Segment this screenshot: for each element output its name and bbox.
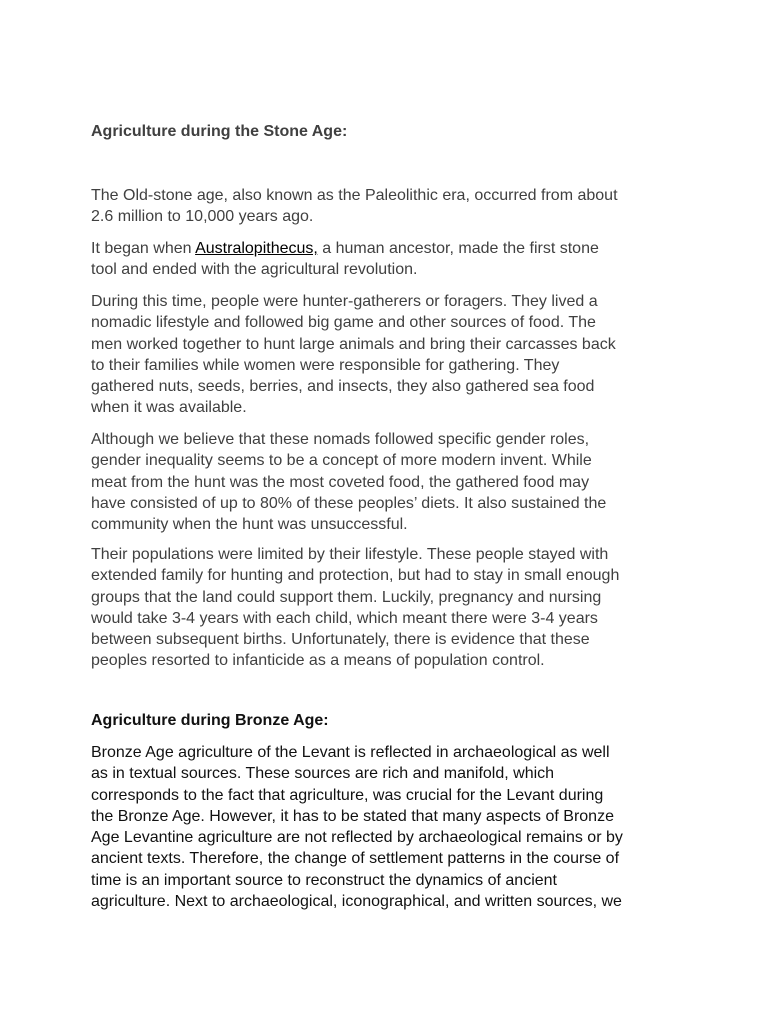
paragraph-line: The Old-stone age, also known as the Paleolithic era, occurred from about bbox=[91, 187, 618, 204]
paragraph-line: men worked together to hunt large animals and bring their carcasses back bbox=[91, 335, 616, 353]
paragraph-line: when it was available. bbox=[91, 399, 247, 417]
paragraph-line: ancient texts. Therefore, the change of settlement patterns in the course of bbox=[91, 850, 620, 868]
bronze-age-heading: Agriculture during Bronze Age: bbox=[91, 712, 329, 729]
text-before-link: It began when bbox=[91, 240, 196, 257]
paragraph-line: between subsequent births. Unfortunately, there is evidence that these bbox=[91, 631, 590, 649]
paragraph-line: nomadic lifestyle and followed big game and other sources of food. The bbox=[91, 314, 596, 332]
stone-age-heading: Agriculture during the Stone Age: bbox=[91, 123, 348, 140]
gender-roles-paragraph bbox=[91, 429, 691, 535]
paragraph-line: 2.6 million to 10,000 years ago. bbox=[91, 208, 314, 226]
paleolithic-paragraph bbox=[91, 185, 691, 228]
paragraph-line: community when the hunt was unsuccessful. bbox=[91, 516, 408, 534]
paragraph-line: the Bronze Age. However, it has to be stated that many aspects of Bronze bbox=[91, 807, 614, 825]
bronze-age-paragraph bbox=[91, 742, 691, 912]
paragraph-line: Bronze Age agriculture of the Levant is reflected in archaeological as well bbox=[91, 744, 610, 761]
populations-paragraph bbox=[91, 544, 691, 672]
paragraph-line: gathered nuts, seeds, berries, and insects, they also gathered sea food bbox=[91, 378, 595, 396]
paragraph-line: as in textual sources. These sources are rich and manifold, which bbox=[91, 765, 555, 783]
paragraph-line: have consisted of up to 80% of these peoples’ diets. It also sustained the bbox=[91, 494, 607, 512]
paragraph-line: corresponds to the fact that agriculture, was crucial for the Levant during bbox=[91, 786, 604, 804]
hunter-gatherers-paragraph bbox=[91, 291, 691, 419]
australopithecus-link[interactable]: Australopithecus, bbox=[195, 240, 318, 257]
paragraph-line: meat from the hunt was the most coveted food, the gathered food may bbox=[91, 473, 590, 491]
paragraph-line: Although we believe that these nomads followed specific gender roles, bbox=[91, 431, 590, 448]
paragraph-line: Age Levantine agriculture are not reflected by archaeological remains or by bbox=[91, 829, 623, 847]
paragraph-line: peoples resorted to infanticide as a means of population control. bbox=[91, 652, 545, 670]
paragraph-line: time is an important source to reconstruct the dynamics of ancient bbox=[91, 871, 557, 889]
paragraph-line: groups that the land could support them. Luckily, pregnancy and nursing bbox=[91, 588, 602, 606]
australopithecus-paragraph bbox=[91, 238, 691, 281]
paragraph-line bbox=[91, 238, 691, 259]
text-after-link: a human ancestor, made the first stone bbox=[317, 240, 599, 257]
paragraph-line: gender inequality seems to be a concept of more modern invent. While bbox=[91, 452, 592, 470]
paragraph-line: would take 3-4 years with each child, which meant there were 3-4 years bbox=[91, 609, 598, 627]
paragraph-line: agriculture. Next to archaeological, iconographical, and written sources, we bbox=[91, 893, 622, 911]
paragraph-line: tool and ended with the agricultural revolution. bbox=[91, 261, 418, 279]
paragraph-line: to their families while women were responsible for gathering. They bbox=[91, 356, 560, 374]
paragraph-line: extended family for hunting and protection, but had to stay in small enough bbox=[91, 567, 620, 585]
paragraph-line: Their populations were limited by their lifestyle. These people stayed with bbox=[91, 546, 609, 563]
paragraph-line: During this time, people were hunter-gatherers or foragers. They lived a bbox=[91, 293, 598, 310]
